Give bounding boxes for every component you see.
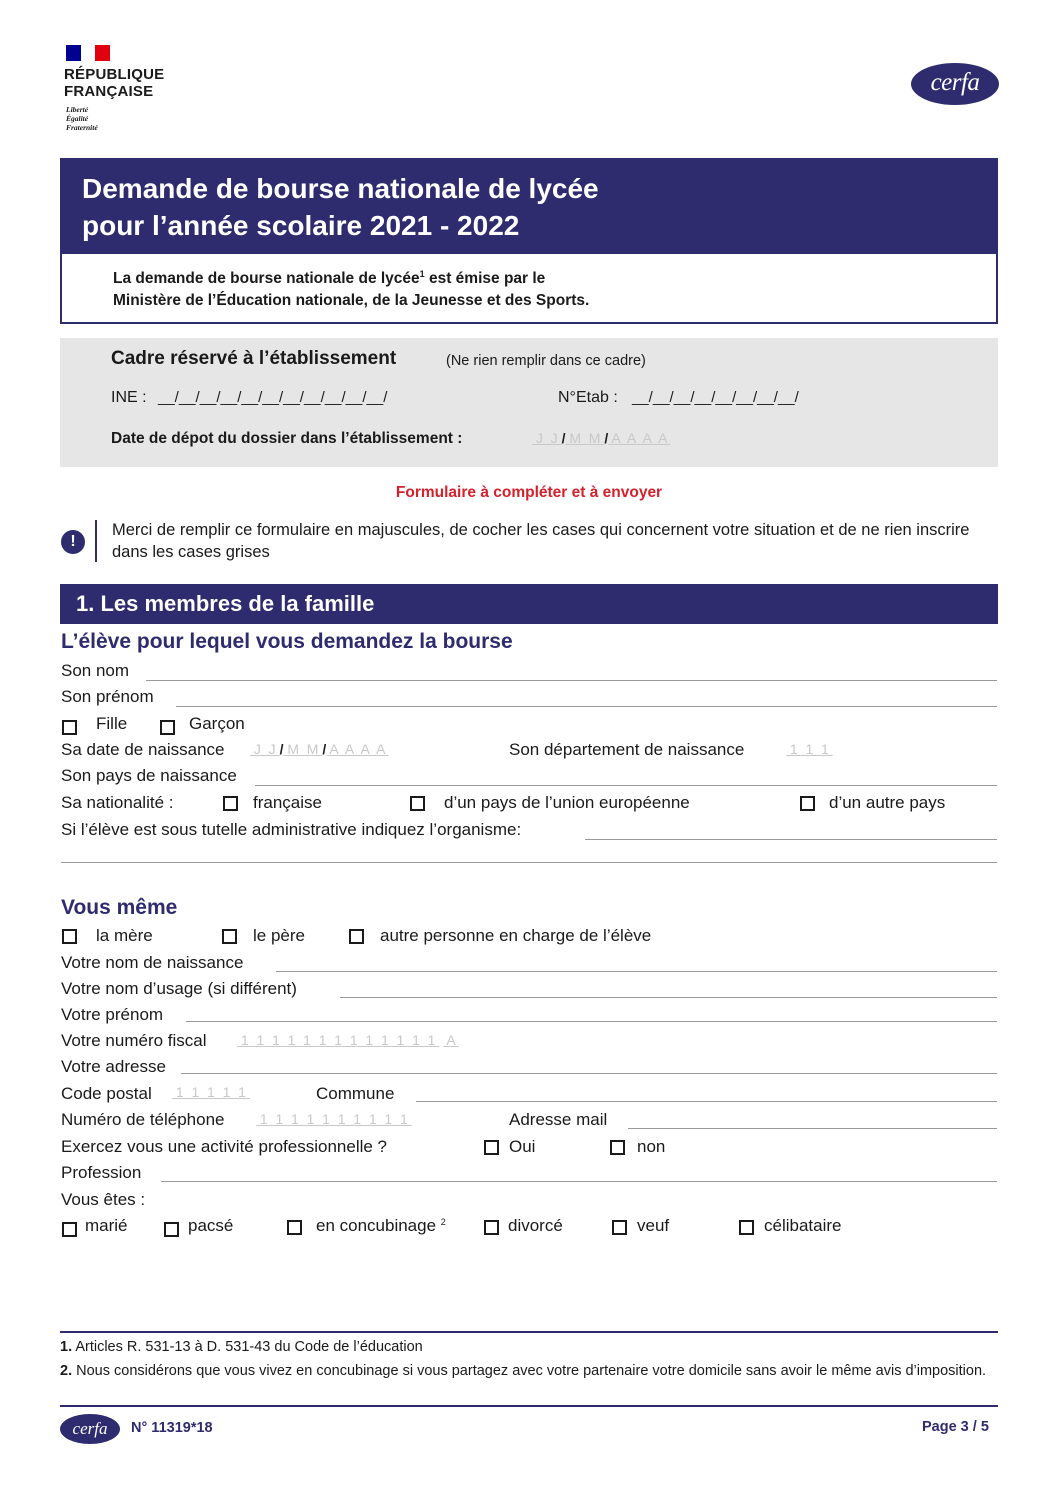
pacs-label: pacsé bbox=[188, 1216, 234, 1235]
guardianship-input[interactable] bbox=[585, 839, 997, 840]
birthdate-field[interactable]: J J / M M / A A A A bbox=[250, 741, 389, 757]
student-lastname-label: Son nom bbox=[61, 661, 130, 680]
activity-yes-checkbox[interactable] bbox=[484, 1140, 499, 1155]
mother-checkbox[interactable] bbox=[62, 929, 77, 944]
postal-code-label: Code postal bbox=[61, 1084, 152, 1103]
married-checkbox[interactable] bbox=[62, 1222, 77, 1237]
activity-yes-label: Oui bbox=[509, 1137, 536, 1156]
footnote-2: 2. Nous considérons que vous vivez en concubinage si vous partagez avec votre partenaire votre domicile sans avoir le même avis d’imposition. bbox=[60, 1363, 987, 1379]
depot-date-field: J J / M M / A A A A bbox=[532, 430, 671, 446]
section-title: 1. Les membres de la famille bbox=[60, 584, 998, 624]
exclamation-icon: ! bbox=[61, 530, 85, 554]
footer-divider bbox=[60, 1405, 998, 1407]
student-heading: L’élève pour lequel vous demandez la bourse bbox=[61, 630, 513, 653]
nationality-other-checkbox[interactable] bbox=[800, 796, 815, 811]
widowed-label: veuf bbox=[637, 1216, 670, 1235]
activity-no-label: non bbox=[637, 1137, 666, 1156]
pacs-checkbox[interactable] bbox=[164, 1222, 179, 1237]
profession-label: Profession bbox=[61, 1163, 142, 1182]
profession-input[interactable] bbox=[161, 1181, 997, 1182]
self-heading: Vous même bbox=[61, 896, 178, 919]
birthdate-label: Sa date de naissance bbox=[61, 740, 225, 759]
usage-name-label: Votre nom d’usage (si différent) bbox=[61, 979, 297, 998]
student-lastname-input[interactable] bbox=[146, 680, 997, 681]
etab-label: N°Etab : bbox=[558, 389, 618, 406]
birth-country-input[interactable] bbox=[255, 785, 997, 786]
other-guardian-label: autre personne en charge de l’élève bbox=[380, 926, 652, 945]
cerfa-logo: cerfa bbox=[60, 1414, 120, 1444]
commune-label: Commune bbox=[316, 1084, 395, 1103]
reserved-title: Cadre réservé à l’établissement bbox=[111, 348, 397, 369]
cohabiting-checkbox[interactable] bbox=[287, 1220, 302, 1235]
footer-divider bbox=[60, 1331, 998, 1333]
phone-field[interactable]: 1 1 1 1 1 1 1 1 1 1 bbox=[256, 1111, 412, 1127]
tax-number-field[interactable]: 1 1 1 1 1 1 1 1 1 1 1 1 1 A bbox=[237, 1032, 459, 1048]
phone-label: Numéro de téléphone bbox=[61, 1110, 225, 1129]
page-number: Page 3 / 5 bbox=[922, 1419, 989, 1435]
divider bbox=[95, 520, 97, 562]
birth-department-label: Son département de naissance bbox=[509, 740, 745, 759]
student-firstname-label: Son prénom bbox=[61, 687, 154, 706]
tax-number-label: Votre numéro fiscal bbox=[61, 1031, 207, 1050]
single-label: célibataire bbox=[764, 1216, 842, 1235]
ine-field: __/__/__/__/__/__/__/__/__/__/__/ bbox=[158, 389, 388, 406]
activity-label: Exercez vous une activité professionnelle ? bbox=[61, 1137, 388, 1156]
cerfa-logo: cerfa bbox=[911, 63, 999, 105]
widowed-checkbox[interactable] bbox=[612, 1220, 627, 1235]
father-label: le père bbox=[253, 926, 305, 945]
footnote-ref: 1 bbox=[419, 269, 425, 279]
french-flag-icon bbox=[66, 45, 110, 61]
address-input[interactable] bbox=[181, 1073, 997, 1074]
birth-name-input[interactable] bbox=[276, 971, 997, 972]
self-firstname-input[interactable] bbox=[186, 1021, 997, 1022]
postal-code-field[interactable]: 1 1 1 1 1 bbox=[172, 1084, 250, 1100]
birth-name-label: Votre nom de naissance bbox=[61, 953, 244, 972]
father-checkbox[interactable] bbox=[222, 929, 237, 944]
depot-date-label: Date de dépot du dossier dans l’établissement : bbox=[111, 430, 463, 447]
divorced-checkbox[interactable] bbox=[484, 1220, 499, 1235]
garcon-label: Garçon bbox=[189, 714, 245, 733]
nationality-french-label: française bbox=[253, 793, 322, 812]
intro-box: La demande de bourse nationale de lycée$^1$ est émise par le Ministère de l’Éducation nationale, de la Jeunesse et des Sports. bbox=[60, 254, 998, 324]
nationality-french-checkbox[interactable] bbox=[223, 796, 238, 811]
other-guardian-checkbox[interactable] bbox=[349, 929, 364, 944]
fille-label: Fille bbox=[96, 714, 128, 733]
nationality-eu-label: d’un pays de l’union européenne bbox=[444, 793, 690, 812]
email-input[interactable] bbox=[628, 1128, 997, 1129]
garcon-checkbox[interactable] bbox=[160, 720, 175, 735]
student-firstname-input[interactable] bbox=[176, 706, 997, 707]
reserved-note: (Ne rien remplir dans ce cadre) bbox=[446, 353, 646, 369]
form-number: N° 11319*18 bbox=[131, 1420, 213, 1436]
nationality-eu-checkbox[interactable] bbox=[410, 796, 425, 811]
etab-field: __/__/__/__/__/__/__/__/ bbox=[632, 389, 799, 406]
email-label: Adresse mail bbox=[509, 1110, 608, 1129]
marital-status-label: Vous êtes : bbox=[61, 1190, 146, 1209]
cohabiting-label: en concubinage $^2$ bbox=[316, 1216, 446, 1235]
nationality-other-label: d’un autre pays bbox=[829, 793, 946, 812]
address-label: Votre adresse bbox=[61, 1057, 166, 1076]
activity-no-checkbox[interactable] bbox=[610, 1140, 625, 1155]
nationality-label: Sa nationalité : bbox=[61, 793, 174, 812]
form-title: Demande de bourse nationale de lycée pour l’année scolaire 2021 - 2022 bbox=[60, 158, 998, 254]
married-label: marié bbox=[85, 1216, 128, 1235]
birth-country-label: Son pays de naissance bbox=[61, 766, 237, 785]
form-instruction: Formulaire à compléter et à envoyer bbox=[395, 484, 663, 501]
usage-name-input[interactable] bbox=[340, 997, 997, 998]
warning-text: Merci de remplir ce formulaire en majuscules, de cocher les cases qui concernent votre situation et de ne rien inscrire dans les cases grises bbox=[112, 521, 970, 561]
birth-department-field[interactable]: 1 1 1 bbox=[786, 741, 833, 757]
self-firstname-label: Votre prénom bbox=[61, 1005, 164, 1024]
guardianship-label: Si l’élève est sous tutelle administrative indiquez l’organisme: bbox=[61, 820, 522, 839]
mother-label: la mère bbox=[96, 926, 153, 945]
republic-motto: Liberté Égalité Fraternité bbox=[66, 105, 98, 132]
footnote-1: 1. Articles R. 531-13 à D. 531-43 du Code de l’éducation bbox=[60, 1339, 423, 1355]
divorced-label: divorcé bbox=[508, 1216, 563, 1235]
fille-checkbox[interactable] bbox=[62, 720, 77, 735]
ine-label: INE : bbox=[111, 389, 147, 406]
republique-francaise-logo: RÉPUBLIQUE FRANÇAISE bbox=[64, 66, 165, 100]
guardianship-input-line2[interactable] bbox=[61, 862, 997, 863]
commune-input[interactable] bbox=[416, 1101, 997, 1102]
single-checkbox[interactable] bbox=[739, 1220, 754, 1235]
